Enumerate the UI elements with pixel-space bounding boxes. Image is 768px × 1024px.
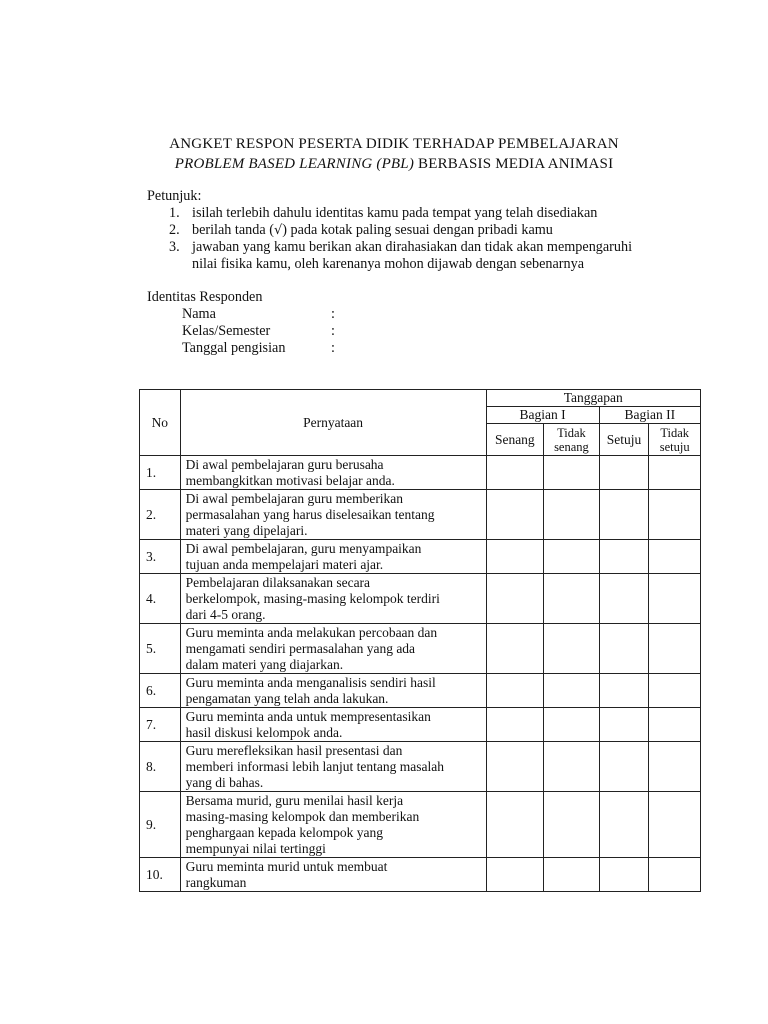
row-statement (180, 574, 486, 624)
header-tidak-senang (544, 424, 600, 456)
response-cell-setuju[interactable] (599, 574, 649, 624)
header-text-line: Tidak (557, 425, 586, 440)
instruction-item-3 (147, 239, 632, 273)
header-part-1: Bagian I (486, 407, 599, 424)
response-cell-tidak-senang[interactable] (544, 540, 600, 574)
table-row (140, 456, 701, 490)
field-label: Tanggal pengisian (182, 340, 286, 356)
respondent-identity-section (147, 289, 335, 357)
identity-field-class-semester[interactable] (147, 323, 335, 340)
header-setuju: Setuju (599, 424, 649, 456)
instruction-text: jawaban yang kamu berikan akan dirahasiakan dan tidak akan mempengaruhi (192, 239, 633, 255)
instruction-number: 2. (169, 222, 180, 238)
table-row (140, 574, 701, 624)
title-line-2-italic: PROBLEM BASED LEARNING (PBL) (174, 156, 415, 172)
statement-line: membangkitkan motivasi belajar anda. (185, 472, 395, 488)
response-cell-setuju[interactable] (599, 540, 649, 574)
response-cell-tidak-senang[interactable] (544, 624, 600, 674)
row-number: 3. (140, 540, 181, 574)
field-colon: : (331, 340, 335, 356)
instructions-heading: Petunjuk: (147, 188, 202, 204)
instruction-item-2 (147, 222, 632, 239)
response-cell-tidak-setuju[interactable] (649, 742, 701, 792)
response-cell-tidak-senang[interactable] (544, 574, 600, 624)
response-cell-setuju[interactable] (599, 708, 649, 742)
response-cell-senang[interactable] (486, 456, 544, 490)
document-title (0, 134, 768, 174)
row-number: 2. (140, 490, 181, 540)
field-colon: : (331, 323, 335, 339)
statement-line: Pembelajaran dilaksanakan secara (185, 574, 371, 590)
header-tidak-setuju (649, 424, 701, 456)
header-text-line: setuju (659, 439, 690, 454)
header-part-2: Bagian II (599, 407, 700, 424)
response-cell-setuju[interactable] (599, 456, 649, 490)
response-cell-tidak-senang[interactable] (544, 858, 600, 892)
statement-line: Guru meminta murid untuk membuat (185, 858, 388, 874)
table-row (140, 708, 701, 742)
response-cell-tidak-senang[interactable] (544, 456, 600, 490)
statement-line: mengamati sendiri permasalahan yang ada (185, 640, 416, 656)
statement-line: dalam materi yang diajarkan. (185, 656, 344, 672)
title-line-2 (0, 154, 768, 174)
statement-line: hasil diskusi kelompok anda. (185, 724, 343, 740)
header-senang: Senang (486, 424, 544, 456)
statement-line: tujuan anda mempelajari materi ajar. (185, 556, 384, 572)
response-cell-senang[interactable] (486, 742, 544, 792)
row-statement (180, 742, 486, 792)
row-number: 7. (140, 708, 181, 742)
response-cell-tidak-setuju[interactable] (649, 624, 701, 674)
table-row (140, 540, 701, 574)
field-label: Nama (182, 306, 216, 322)
statement-line: Di awal pembelajaran guru berusaha (185, 456, 384, 472)
statement-line: materi yang dipelajari. (185, 522, 308, 538)
row-statement (180, 708, 486, 742)
response-cell-tidak-senang[interactable] (544, 792, 600, 858)
table-row (140, 674, 701, 708)
field-colon: : (331, 306, 335, 322)
statement-line: memberi informasi lebih lanjut tentang masalah (185, 758, 444, 774)
instruction-text-after: ) pada kotak paling sesuai dengan pribadi kamu (282, 222, 553, 238)
statement-line: permasalahan yang harus diselesaikan tentang (185, 506, 435, 522)
instructions-list (147, 205, 632, 273)
response-cell-senang[interactable] (486, 540, 544, 574)
response-cell-setuju[interactable] (599, 674, 649, 708)
statement-line: mempunyai nilai tertinggi (185, 840, 326, 856)
instruction-text-before: berilah tanda ( (192, 222, 274, 238)
header-response: Tanggapan (486, 390, 701, 407)
table-body (140, 456, 701, 892)
questionnaire-table (139, 389, 701, 892)
response-cell-setuju[interactable] (599, 742, 649, 792)
header-statement: Pernyataan (180, 390, 486, 456)
row-number: 5. (140, 624, 181, 674)
statement-line: pengamatan yang telah anda lakukan. (185, 690, 389, 706)
table-row (140, 624, 701, 674)
row-number: 6. (140, 674, 181, 708)
response-cell-senang[interactable] (486, 674, 544, 708)
statement-line: Guru meminta anda melakukan percobaan dan (185, 624, 438, 640)
statement-line: Bersama murid, guru menilai hasil kerja (185, 792, 404, 808)
statement-line: Guru meminta anda menganalisis sendiri hasil (185, 674, 436, 690)
response-cell-senang[interactable] (486, 490, 544, 540)
instruction-number: 3. (169, 239, 180, 255)
row-number: 8. (140, 742, 181, 792)
response-cell-senang[interactable] (486, 792, 544, 858)
statement-line: Guru meminta anda untuk mempresentasikan (185, 708, 431, 724)
row-number: 10. (140, 858, 181, 892)
statement-line: penghargaan kepada kelompok yang (185, 824, 383, 840)
row-statement (180, 624, 486, 674)
row-statement (180, 674, 486, 708)
identity-field-name[interactable] (147, 306, 335, 323)
identity-heading: Identitas Responden (147, 289, 263, 305)
table-header (140, 390, 701, 456)
row-number: 9. (140, 792, 181, 858)
statement-line: Di awal pembelajaran guru memberikan (185, 490, 404, 506)
response-cell-setuju[interactable] (599, 624, 649, 674)
row-number: 1. (140, 456, 181, 490)
statement-line: masing-masing kelompok dan memberikan (185, 808, 420, 824)
row-statement (180, 792, 486, 858)
response-cell-tidak-setuju[interactable] (649, 574, 701, 624)
response-cell-senang[interactable] (486, 574, 544, 624)
instruction-text: isilah terlebih dahulu identitas kamu pada tempat yang telah disediakan (192, 205, 598, 221)
identity-field-fill-date[interactable] (147, 340, 335, 357)
table-row (140, 858, 701, 892)
instructions-section (147, 188, 632, 273)
response-cell-setuju[interactable] (599, 858, 649, 892)
response-cell-tidak-setuju[interactable] (649, 490, 701, 540)
response-cell-tidak-senang[interactable] (544, 742, 600, 792)
row-statement (180, 858, 486, 892)
instruction-number: 1. (169, 205, 180, 221)
response-cell-tidak-setuju[interactable] (649, 674, 701, 708)
response-cell-tidak-setuju[interactable] (649, 540, 701, 574)
statement-line: Guru merefleksikan hasil presentasi dan (185, 742, 403, 758)
row-number: 4. (140, 574, 181, 624)
header-text-line: senang (554, 439, 589, 454)
row-statement (180, 540, 486, 574)
table-row (140, 742, 701, 792)
table-row (140, 792, 701, 858)
statement-line: rangkuman (185, 874, 247, 890)
table-row (140, 490, 701, 540)
response-cell-tidak-setuju[interactable] (649, 708, 701, 742)
response-cell-setuju[interactable] (599, 490, 649, 540)
statement-line: yang di bahas. (185, 774, 264, 790)
field-label: Kelas/Semester (182, 323, 271, 339)
row-statement (180, 456, 486, 490)
checkmark-icon: √ (273, 223, 283, 238)
instruction-item-1 (147, 205, 632, 222)
row-statement (180, 490, 486, 540)
statement-line: Di awal pembelajaran, guru menyampaikan (185, 540, 422, 556)
response-cell-tidak-setuju[interactable] (649, 858, 701, 892)
instruction-text-continued: nilai fisika kamu, oleh karenanya mohon dijawab dengan sebenarnya (192, 256, 584, 272)
response-cell-tidak-senang[interactable] (544, 708, 600, 742)
header-no: No (140, 390, 181, 456)
title-line-2-rest: BERBASIS MEDIA ANIMASI (414, 156, 614, 172)
response-cell-senang[interactable] (486, 858, 544, 892)
response-cell-tidak-setuju[interactable] (649, 792, 701, 858)
response-cell-senang[interactable] (486, 708, 544, 742)
statement-line: dari 4-5 orang. (185, 606, 266, 622)
response-cell-senang[interactable] (486, 624, 544, 674)
response-cell-tidak-senang[interactable] (544, 674, 600, 708)
statement-line: berkelompok, masing-masing kelompok terdiri (185, 590, 440, 606)
header-text-line: Tidak (660, 425, 690, 440)
title-line-1: ANGKET RESPON PESERTA DIDIK TERHADAP PEMBELAJARAN (169, 136, 619, 152)
response-cell-setuju[interactable] (599, 792, 649, 858)
response-cell-tidak-setuju[interactable] (649, 456, 701, 490)
response-cell-tidak-senang[interactable] (544, 490, 600, 540)
